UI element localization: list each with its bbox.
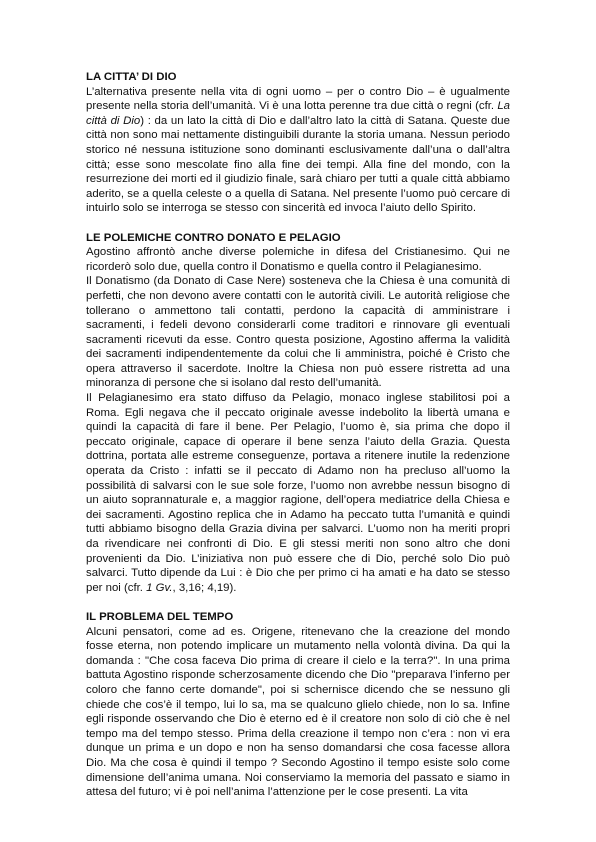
section-polemiche	[86, 231, 510, 596]
document-page	[86, 70, 510, 814]
text-run: Il Donatismo (da Donato di Case Nere) sosteneva che la Chiesa è una comunità di perfetti, che non devono avere contatti con le autorità civili. Le autorità religiose che tollerano o ammettono tali contatti, perdono la capacità di amministrare i sacramenti, i fedeli devono considerarli come traditori e rinnovare gli eventuali sacramenti ricevuti da esse. Contro questa posizione, Agostino afferma la validità dei sacramenti indipendentemente da colui che li amministra, poiché è Cristo che opera attraverso il sacerdote. Inoltre la Chiesa non può essere ristretta ad una minoranza di persone che si isolano dal resto dell’umanità.	[86, 275, 510, 390]
section-heading: LA CITTA’ DI DIO	[86, 71, 177, 83]
paragraph	[86, 245, 510, 274]
paragraph	[86, 85, 510, 216]
section-problema-tempo	[86, 610, 510, 800]
paragraph	[86, 625, 510, 800]
text-run: L’alternativa presente nella vita di ogni uomo – per o contro Dio – è ugualmente presente nella storia dell’umanità. Vi è una lotta perenne tra due città o regni (cfr.	[86, 85, 510, 113]
section-citta-di-dio	[86, 70, 510, 216]
text-run: Il Pelagianesimo era stato diffuso da Pelagio, monaco inglese stabilitosi poi a Roma. Egli negava che il peccato originale avesse indebolito la libertà umana e quindi la capacità di fare il bene. Per Pelagio, l’uomo è, sia prima che dopo il peccato originale, capace di operare il bene senza l’aiuto della Grazia. Questa dottrina, portata alle estreme conseguenze, portava a ritenere inutile la redenzione operata da Cristo : infatti se il peccato di Adamo non ha precluso all’uomo la possibilità di salvarsi con le sue sole forze, l’uomo non avrebbe nessun bisogno di un aiuto soprannaturale e, a maggior ragione, dell’opera mediatrice della Chiesa e dei sacramenti. Agostino replica che in Adamo ha peccato tutta l’umanità e quindi tutti abbiamo bisogno della Grazia divina per salvarci. L’uomo non ha meriti propri da rivendicare nei confronti di Dio. E gli stessi meriti non sono altro che doni provenienti da Dio. L’iniziativa non può essere che di Dio, perché solo Dio può salvarci. Tutto dipende da Lui : è Dio che per primo ci ha amati e ha dato se stesso per noi (cfr.	[86, 392, 510, 594]
text-run: ) : da un lato la città di Dio e dall’altro lato la città di Satana. Queste due città non sono mai nettamente distinguibili durante la storia umana. Nessun periodo storico né nessuna istituzione sono dominanti esclusivamente dall’una o dall’altra città; esse sono mescolate fino alla fine dei tempi. Alla fine del mondo, con la resurrezione dei morti ed il giudizio finale, sarà chiaro per tutti a quale città abbiamo aderito, se a quella celeste o a quella di Satana. Nel presente l’uomo può cercare di intuirlo solo se interroga se stesso con sincerità ed invoca l’aiuto dello Spirito.	[86, 114, 510, 215]
section-heading: LE POLEMICHE CONTRO DONATO E PELAGIO	[86, 231, 341, 244]
text-run: Agostino affrontò anche diverse polemiche in difesa del Cristianesimo. Qui ne ricorderò solo due, quella contro il Donatismo e quella contro il Pelagianesimo.	[86, 246, 510, 273]
paragraph	[86, 274, 510, 391]
text-run: , 3,16; 4,19).	[172, 581, 237, 594]
paragraph	[86, 391, 510, 595]
text-run: Alcuni pensatori, come ad es. Origene, ritenevano che la creazione del mondo fosse eterna, non potendo implicare un mutamento nella volontà divina. Da qui la domanda : "Che cosa faceva Dio prima di creare il cielo e la terra?". In una prima battuta Agostino risponde scherzosamente dicendo che Dio "preparava l’inferno per coloro che fanno certe domande", poi si schernisce dicendo che se nessuno gli chiede che cos’è il tempo, lui lo sa, ma se qualcuno glielo chiede, non lo sa. Infine egli risponde osservando che Dio è eterno ed è il creatore non solo di ciò che è nel tempo ma del tempo stesso. Prima della creazione il tempo non c’era : non vi era dunque un prima e un dopo e non ha senso domandarsi che cosa facesse allora Dio. Ma che cosa è quindi il tempo ? Secondo Agostino il tempo esiste solo come dimensione dell’anima umana. Noi conserviamo la memoria del passato e siamo in attesa del futuro; vi è poi nell’anima l’attenzione per le cose presenti. La vita	[86, 625, 510, 799]
book-title: La città di Dio	[86, 100, 510, 127]
section-heading: IL PROBLEMA DEL TEMPO	[86, 610, 234, 623]
scripture-reference: 1 Gv.	[146, 581, 173, 594]
